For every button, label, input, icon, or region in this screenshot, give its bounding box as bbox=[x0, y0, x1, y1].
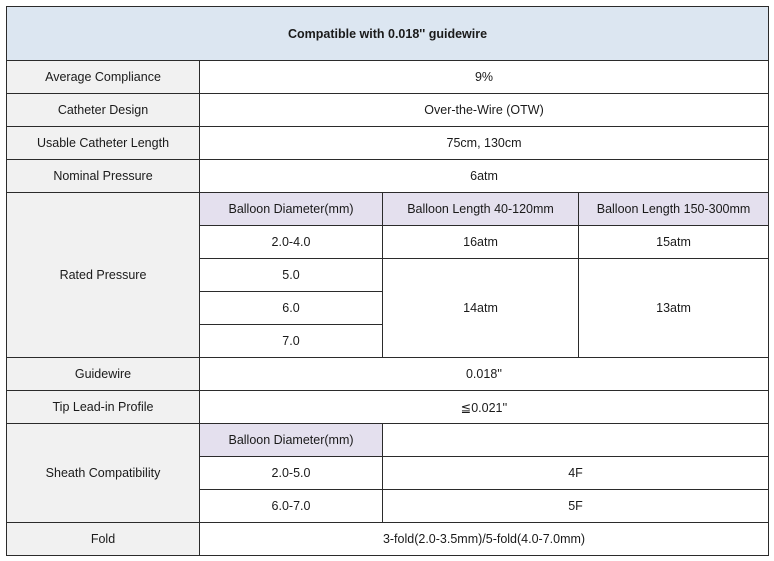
rated-diameter-cell: 2.0-4.0 bbox=[200, 226, 383, 259]
sheath-diameter-cell: 2.0-5.0 bbox=[200, 457, 383, 490]
usable-length-value: 75cm, 130cm bbox=[200, 127, 769, 160]
rated-pressure-cell: 16atm bbox=[383, 226, 579, 259]
rated-diameter-cell: 7.0 bbox=[200, 325, 383, 358]
usable-length-label: Usable Catheter Length bbox=[7, 127, 200, 160]
table-header-row bbox=[7, 7, 769, 61]
guidewire-label: Guidewire bbox=[7, 358, 200, 391]
sheath-empty-cell bbox=[383, 424, 769, 457]
table-row bbox=[7, 160, 769, 193]
table-title: Compatible with 0.018'' guidewire bbox=[7, 7, 769, 61]
rated-pressure-cell: 15atm bbox=[579, 226, 769, 259]
table-row bbox=[7, 523, 769, 556]
guidewire-value: 0.018'' bbox=[200, 358, 769, 391]
spec-table bbox=[6, 6, 769, 556]
table-row bbox=[7, 61, 769, 94]
table-row bbox=[7, 391, 769, 424]
sheath-diameter-header: Balloon Diameter(mm) bbox=[200, 424, 383, 457]
table-row bbox=[7, 358, 769, 391]
catheter-design-label: Catheter Design bbox=[7, 94, 200, 127]
average-compliance-label: Average Compliance bbox=[7, 61, 200, 94]
table-row bbox=[7, 94, 769, 127]
tip-profile-value: ≦0.021'' bbox=[200, 391, 769, 424]
rated-diameter-cell: 6.0 bbox=[200, 292, 383, 325]
catheter-design-value: Over-the-Wire (OTW) bbox=[200, 94, 769, 127]
fold-value: 3-fold(2.0-3.5mm)/5-fold(4.0-7.0mm) bbox=[200, 523, 769, 556]
rated-pressure-label: Rated Pressure bbox=[7, 193, 200, 358]
rated-length-long-header: Balloon Length 150-300mm bbox=[579, 193, 769, 226]
nominal-pressure-value: 6atm bbox=[200, 160, 769, 193]
table-row bbox=[7, 127, 769, 160]
sheath-size-cell: 5F bbox=[383, 490, 769, 523]
rated-pressure-merged-cell: 13atm bbox=[579, 259, 769, 358]
sheath-diameter-cell: 6.0-7.0 bbox=[200, 490, 383, 523]
rated-length-short-header: Balloon Length 40-120mm bbox=[383, 193, 579, 226]
sheath-size-cell: 4F bbox=[383, 457, 769, 490]
nominal-pressure-label: Nominal Pressure bbox=[7, 160, 200, 193]
tip-profile-label: Tip Lead-in Profile bbox=[7, 391, 200, 424]
sheath-compatibility-label: Sheath Compatibility bbox=[7, 424, 200, 523]
rated-diameter-header: Balloon Diameter(mm) bbox=[200, 193, 383, 226]
average-compliance-value: 9% bbox=[200, 61, 769, 94]
fold-label: Fold bbox=[7, 523, 200, 556]
rated-pressure-merged-cell: 14atm bbox=[383, 259, 579, 358]
table-row bbox=[7, 193, 769, 226]
table-row bbox=[7, 424, 769, 457]
rated-diameter-cell: 5.0 bbox=[200, 259, 383, 292]
